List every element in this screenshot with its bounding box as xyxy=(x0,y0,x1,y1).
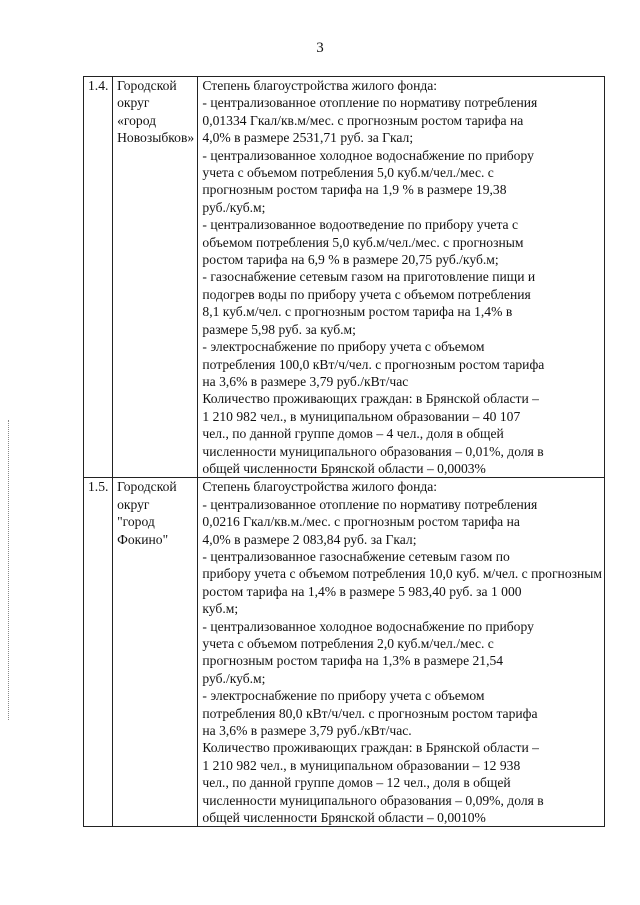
description-line: - электроснабжение по прибору учета с объемом xyxy=(202,339,485,355)
description-line: руб./куб.м; xyxy=(202,199,266,215)
description-line: Количество проживающих граждан: в Брянской области – xyxy=(202,391,539,407)
description-line: - централизованное отопление по нормативу потребления xyxy=(202,496,538,512)
description-line: прогнозным ростом тарифа на 1,9 % в размере 19,38 xyxy=(202,182,507,198)
tariff-table xyxy=(83,76,605,827)
description-line: на 3,6% в размере 3,79 руб./кВт/час xyxy=(202,373,409,389)
description-line: 4,0% в размере 2531,71 руб. за Гкал; xyxy=(202,130,414,146)
description-line: 0,0216 Гкал/кв.м./мес. с прогнозным ростом тарифа на xyxy=(202,514,520,530)
description-line: чел., по данной группе домов – 4 чел., доля в общей xyxy=(202,426,504,442)
description xyxy=(198,77,605,478)
description-line: - централизованное холодное водоснабжение по прибору xyxy=(202,618,534,634)
description-line: численности муниципального образования – 0,01%, доля в xyxy=(202,443,544,459)
description-line: учета с объемом потребления 2,0 куб.м/чел./мес. с xyxy=(202,636,494,651)
description-line: 4,0% в размере 2 083,84 руб. за Гкал; xyxy=(202,531,417,547)
municipality-line: округ xyxy=(117,496,150,512)
description-line: - централизованное водоотведение по прибору учета с xyxy=(202,217,519,233)
municipality-line: Фокино" xyxy=(117,531,169,547)
description-line: на 3,6% в размере 3,79 руб./кВт/час. xyxy=(202,723,412,739)
description-line: Количество проживающих граждан: в Брянской области – xyxy=(202,740,539,756)
description xyxy=(198,478,605,827)
description-line: потребления 100,0 кВт/ч/чел. с прогнозным ростом тарифа xyxy=(202,356,545,372)
municipality-line: округ xyxy=(117,95,150,111)
municipality-line: Новозыбков» xyxy=(117,130,195,146)
municipality-line: "город xyxy=(117,514,155,530)
description-line: учета с объемом потребления 5,0 куб.м/чел./мес. с xyxy=(202,165,494,181)
description-line: Степень благоустройства жилого фонда: xyxy=(202,479,438,495)
description-line: - электроснабжение по прибору учета с объемом xyxy=(202,688,485,704)
description-line: - газоснабжение сетевым газом на приготовление пищи и xyxy=(202,269,536,285)
scan-edge-mark xyxy=(8,420,10,720)
description-line: ростом тарифа на 1,4% в размере 5 983,40 руб. за 1 000 xyxy=(202,583,522,599)
municipality-line: Городской xyxy=(117,78,177,93)
description-line: прогнозным ростом тарифа на 1,3% в размере 21,54 xyxy=(202,653,504,669)
description-line: прибору учета с объемом потребления 10,0 куб. м/чел. с прогнозным xyxy=(202,566,602,582)
description-line: руб./куб.м; xyxy=(202,670,266,686)
row-number: 1.4. xyxy=(84,77,113,478)
municipality-name xyxy=(113,478,198,827)
description-line: Степень благоустройства жилого фонда: xyxy=(202,78,438,93)
municipality-name xyxy=(113,77,198,478)
table-body xyxy=(84,77,605,827)
description-line: куб.м; xyxy=(202,601,239,617)
description-line: - централизованное холодное водоснабжение по прибору xyxy=(202,147,534,163)
description-line: объемом потребления 5,0 куб.м/чел./мес. с прогнозным xyxy=(202,234,524,250)
description-line: размере 5,98 руб. за куб.м; xyxy=(202,321,356,337)
municipality-line: Городской xyxy=(117,479,177,495)
description-line: 0,01334 Гкал/кв.м/мес. с прогнозным ростом тарифа на xyxy=(202,112,524,128)
description-line: 8,1 куб.м/чел. с прогнозным ростом тарифа на 1,4% в xyxy=(202,304,513,320)
description-line: чел., по данной группе домов – 12 чел., доля в общей xyxy=(202,775,511,791)
description-line: 1 210 982 чел., в муниципальном образовании – 12 938 xyxy=(202,757,521,773)
page-number: 3 xyxy=(316,40,324,56)
description-line: - централизованное газоснабжение сетевым газом по xyxy=(202,548,510,564)
table-row xyxy=(84,478,605,827)
description-line: общей численности Брянской области – 0,0003% xyxy=(202,460,486,476)
description-line: численности муниципального образования – 0,09%, доля в xyxy=(202,792,544,808)
description-line: 1 210 982 чел., в муниципальном образовании – 40 107 xyxy=(202,408,521,424)
municipality-line: «город xyxy=(117,112,157,128)
description-line: потребления 80,0 кВт/ч/чел. с прогнозным ростом тарифа xyxy=(202,705,538,721)
row-number: 1.5. xyxy=(84,478,113,827)
description-line: общей численности Брянской области – 0,0010% xyxy=(202,810,486,826)
table-row xyxy=(84,77,605,478)
description-line: ростом тарифа на 6,9 % в размере 20,75 руб./куб.м; xyxy=(202,252,499,268)
description-line: - централизованное отопление по нормативу потребления xyxy=(202,95,538,111)
description-line: подогрев воды по прибору учета с объемом потребления xyxy=(202,286,531,302)
